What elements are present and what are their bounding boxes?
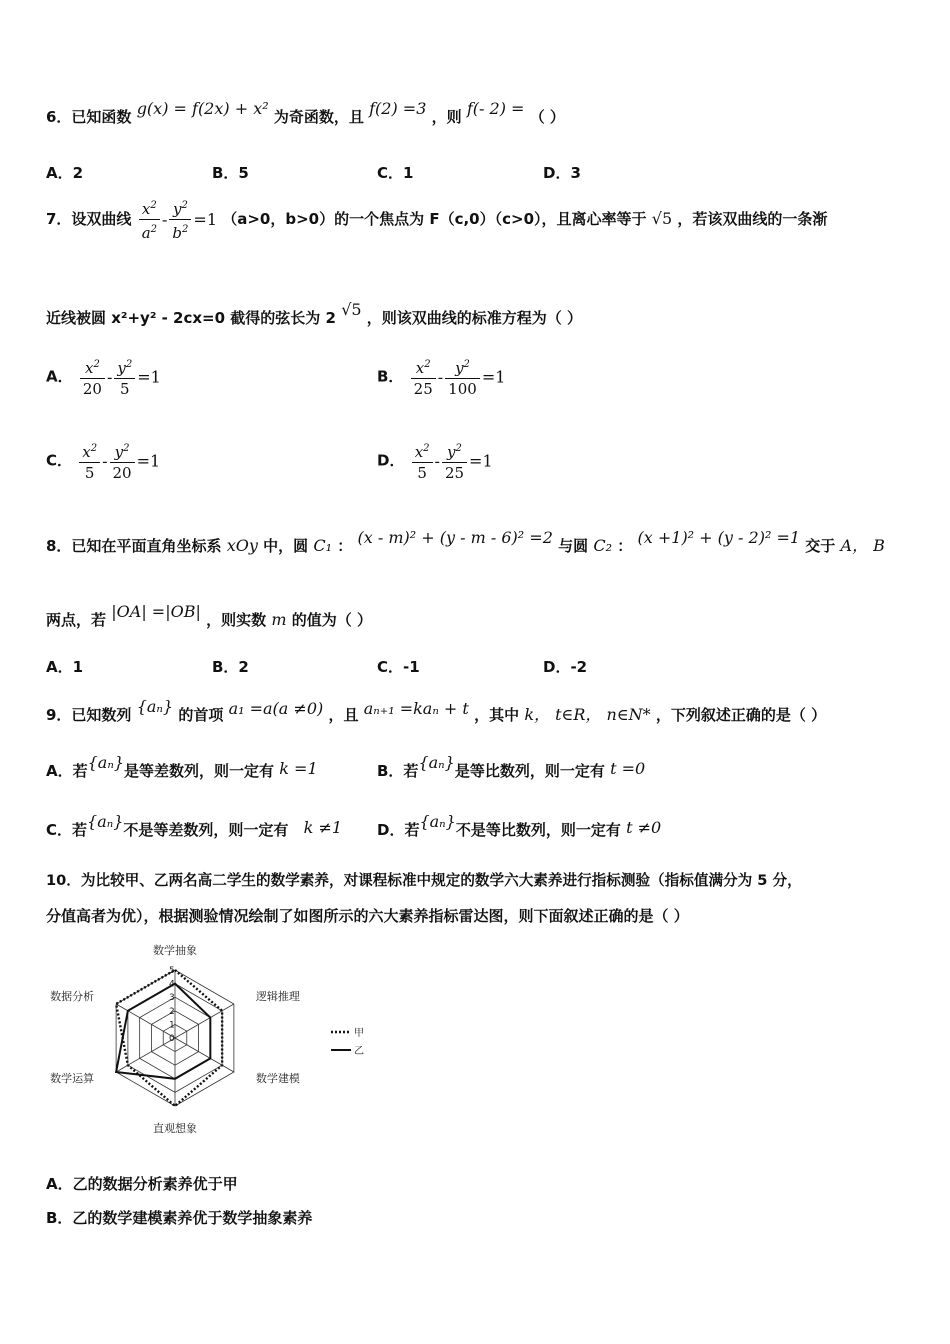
radar-tick-label: 1 xyxy=(169,1020,175,1031)
q6-option-d: D．3 xyxy=(543,164,581,182)
q7-number: 7．设双曲线 xyxy=(46,210,132,228)
radar-axis-label: 逻辑推理 xyxy=(255,990,300,1003)
q9-option-a-math: k =1 xyxy=(279,759,318,778)
q9-option-b xyxy=(377,753,646,781)
q7-focus: F（c,0）（c>0），且离心率等于 xyxy=(429,210,647,228)
q8-abs-condition: |OA| =|OB| xyxy=(111,602,201,621)
q6-ask: f(- 2) = xyxy=(466,99,525,118)
q7-option-b: B． $\frac{x^2}{25}$ - $\frac{y^2}{100}$ =1 xyxy=(377,355,505,399)
radar-axis-label: 数学建模 xyxy=(255,1072,300,1085)
q9-option-a xyxy=(46,753,318,781)
q9-option-b-mid: 是等比数列，则一定有 xyxy=(454,762,605,780)
q7-option-d-letter: D． xyxy=(377,451,405,470)
q8-m-var: m xyxy=(271,610,287,629)
radar-tick-label: 5 xyxy=(169,966,175,976)
radar-axis-label: 数学运算 xyxy=(50,1072,95,1085)
q9-option-a-seq: {aₙ} xyxy=(87,753,124,772)
q9-text-1: 的首项 xyxy=(178,706,224,724)
q8-line2-tail: 的值为（ ） xyxy=(291,611,372,629)
radar-tick-label: 2 xyxy=(169,1006,175,1017)
q7-option-a-a: 20 xyxy=(82,380,102,398)
q8-circle-1: C₁ xyxy=(313,536,333,555)
q9-option-d-mid: 不是等比数列，则一定有 xyxy=(455,821,621,839)
q10-option-b: B．乙的数学建模素养优于数学抽象素养 xyxy=(46,1209,313,1227)
legend-label: 乙 xyxy=(354,1046,364,1057)
q8-option-d: D．-2 xyxy=(543,658,588,676)
q8-line2-text-2: ，则实数 xyxy=(206,611,267,629)
q6-option-b: B．5 xyxy=(212,164,249,182)
q7-option-a: A． $\frac{x^2}{20}$ - $\frac{y^2}{5}$ =1 xyxy=(46,355,161,399)
q8-line2-text: 两点，若 xyxy=(46,611,107,629)
q6-text: 为奇函数，且 xyxy=(273,108,364,126)
radar-axis-label: 数学抽象 xyxy=(153,944,197,957)
q8-text-1: 中，圆 xyxy=(263,537,309,555)
radar-axis-label: 数据分析 xyxy=(50,990,95,1003)
question-7: 7．设双曲线 $\frac{x^2}{a^2}$ - $\frac{y^2}{b^2}$ =1 （a>0，b>0）的一个焦点为 F（c,0）（c>0），且离心率等于 √5 ，若该双曲线的一条渐 xyxy=(46,196,827,243)
q8-number: 8．已知在平面直角坐标系 xyxy=(46,537,222,555)
q8-system: xOy xyxy=(226,536,258,555)
q8-option-b: B．2 xyxy=(212,658,249,676)
radar-grid xyxy=(116,970,234,1106)
q9-vars: k， t∈R， n∈N* xyxy=(524,705,651,724)
q6-function: g(x) = f(2x) + x² xyxy=(136,99,269,118)
q9-number: 9．已知数列 xyxy=(46,706,132,724)
q7-eccentricity: √5 xyxy=(651,209,673,228)
q7-tail: ，若该双曲线的一条渐 xyxy=(677,210,828,228)
q7-option-d: D． $\frac{x^2}{5}$ - $\frac{y^2}{25}$ =1 xyxy=(377,439,493,483)
q7-option-a-letter: A． xyxy=(46,367,73,386)
q7-chord-length: √5 xyxy=(341,300,362,319)
q8-eq-2: (x +1)² + (y - 2)² =1 xyxy=(637,528,801,547)
q7-option-b-letter: B． xyxy=(377,367,404,386)
q9-option-b-math: t =0 xyxy=(610,759,646,778)
q10-option-a: A．乙的数据分析素养优于甲 xyxy=(46,1175,238,1193)
q8-text-2: 与圆 xyxy=(558,537,589,555)
radar-legend xyxy=(331,1027,364,1057)
q8-colon-1: ： xyxy=(337,537,353,555)
q8-circle-2: C₂ xyxy=(593,536,613,555)
q9-option-c xyxy=(46,812,343,840)
q9-option-c-math: k ≠1 xyxy=(303,818,343,837)
question-9 xyxy=(46,697,827,725)
q9-option-c-mid: 不是等差数列，则一定有 xyxy=(123,821,289,839)
q9-option-d-pre: D．若 xyxy=(377,821,420,839)
q7-option-c-a: 5 xyxy=(84,464,95,482)
q9-option-b-pre: B．若 xyxy=(377,762,419,780)
q8-colon-2: ： xyxy=(617,537,633,555)
q8-points: A， B xyxy=(840,536,885,555)
q7-option-b-b: 100 xyxy=(448,380,477,398)
q6-number: 6．已知函数 xyxy=(46,108,132,126)
q7-line2-text: 近线被圆 x²+y² - 2cx=0 截得的弦长为 2 xyxy=(46,309,336,327)
q8-eq-1: (x - m)² + (y - m - 6)² =2 xyxy=(357,528,553,547)
radar-chart xyxy=(45,934,375,1144)
q7-option-b-a: 25 xyxy=(413,380,433,398)
q8-option-c: C．-1 xyxy=(377,658,420,676)
question-6 xyxy=(46,99,565,127)
q9-option-b-seq: {aₙ} xyxy=(418,753,455,772)
q8-text-3: 交于 xyxy=(805,537,836,555)
q9-text-2: ，且 xyxy=(328,706,359,724)
q9-option-d-math: t ≠0 xyxy=(626,818,662,837)
question-8-line2 xyxy=(46,602,372,630)
q8-option-a: A．1 xyxy=(46,658,84,676)
radar-tick-labels xyxy=(169,966,175,1044)
question-10-line1: 10．为比较甲、乙两名高二学生的数学素养，对课程标准中规定的数学六大素养进行指标测验（指标值满分为 5 分， xyxy=(46,872,802,889)
q7-frac-y: $\frac{y^2}{b^2}$ xyxy=(169,196,191,243)
radar-spoke xyxy=(175,1004,234,1038)
q6-option-c: C．1 xyxy=(377,164,414,182)
radar-tick-label: 4 xyxy=(169,979,175,990)
question-8 xyxy=(46,528,885,556)
q9-text-3: ，其中 xyxy=(474,706,520,724)
q9-recurrence: aₙ₊₁ =kaₙ + t xyxy=(363,699,469,718)
radar-tick-label: 0 xyxy=(169,1034,175,1044)
q7-line2-tail: ，则该双曲线的标准方程为（ ） xyxy=(366,309,583,327)
legend-label: 甲 xyxy=(354,1028,364,1039)
q9-option-a-mid: 是等差数列，则一定有 xyxy=(124,762,275,780)
q7-option-c: C． $\frac{x^2}{5}$ - $\frac{y^2}{20}$ =1 xyxy=(46,439,160,483)
q7-option-d-b: 25 xyxy=(444,464,465,482)
q6-text-2: ，则 xyxy=(431,108,462,126)
radar-spoke xyxy=(116,1038,175,1072)
q9-first-term: a₁ =a(a ≠0) xyxy=(228,699,324,718)
q7-option-c-b: 20 xyxy=(112,464,132,482)
q9-option-c-pre: C．若 xyxy=(46,821,88,839)
q9-seq: {aₙ} xyxy=(136,697,174,716)
question-7-line2 xyxy=(46,300,583,328)
q7-option-d-a: 5 xyxy=(417,464,427,482)
q9-option-a-pre: A．若 xyxy=(46,762,88,780)
q9-option-c-seq: {aₙ} xyxy=(87,812,124,831)
q7-frac-x: $\frac{x^2}{a^2}$ xyxy=(139,196,160,243)
q7-condition: （a>0，b>0）的一个焦点为 xyxy=(222,210,425,228)
q9-text-4: ，下列叙述正确的是（ ） xyxy=(655,706,827,724)
question-10-line2: 分值高者为优），根据测验情况绘制了如图所示的六大素养指标雷达图，则下面叙述正确的是（ ） xyxy=(46,907,689,925)
q7-option-c-letter: C． xyxy=(46,451,73,470)
q6-option-a: A．2 xyxy=(46,164,84,182)
radar-tick-label: 3 xyxy=(169,993,175,1004)
q9-option-d xyxy=(377,812,662,840)
q9-option-d-seq: {aₙ} xyxy=(419,812,456,831)
q6-paren: （ ） xyxy=(529,108,565,126)
radar-axis-label: 直观想象 xyxy=(153,1122,197,1135)
q6-condition: f(2) =3 xyxy=(369,99,427,118)
q7-option-a-b: 5 xyxy=(120,380,130,398)
radar-spoke xyxy=(175,1038,234,1072)
